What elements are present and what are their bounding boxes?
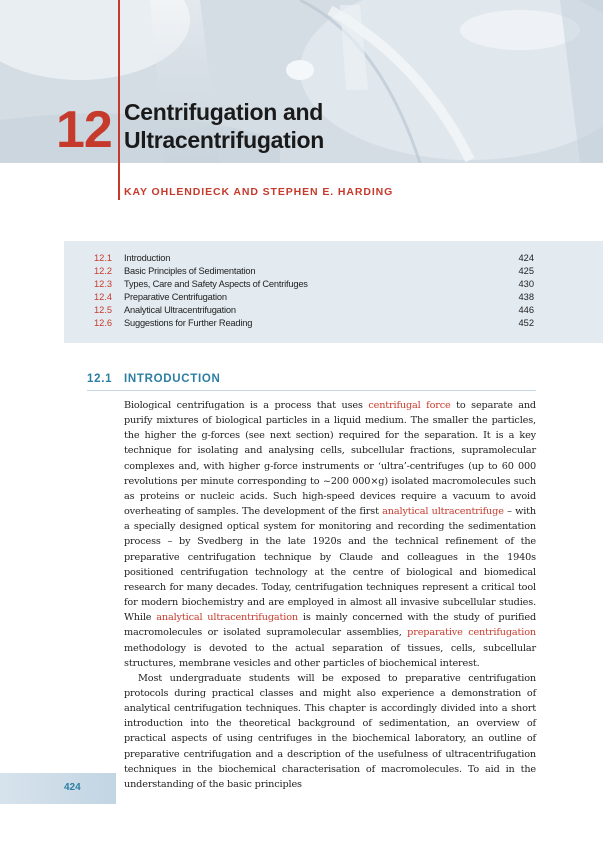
key-term[interactable]: centrifugal force	[368, 400, 451, 411]
section-title: INTRODUCTION	[124, 373, 221, 385]
toc-row[interactable]	[64, 291, 603, 304]
toc-row[interactable]	[64, 304, 603, 317]
toc-number: 12.5	[94, 305, 113, 315]
toc-row[interactable]	[64, 317, 603, 330]
key-term[interactable]: analytical ultracentrifugation	[156, 612, 298, 624]
toc-number: 12.3	[94, 279, 113, 289]
chapter-number: 12	[56, 101, 112, 159]
table-of-contents	[64, 241, 603, 343]
toc-page: 424	[518, 253, 534, 263]
toc-number: 12.2	[94, 266, 113, 276]
toc-row[interactable]	[64, 252, 603, 265]
page-number-tab	[0, 773, 116, 804]
toc-page: 425	[518, 266, 534, 276]
key-term[interactable]: analytical ultracentrifuge	[382, 506, 504, 518]
text-run: methodology is devoted to the actual separation of tissues, cells, subcellular structures, membrane vesicles and other particles of biochemical interest.	[124, 642, 536, 669]
toc-page: 438	[518, 292, 534, 302]
body-text	[124, 398, 536, 792]
text-run: is mainly concerned with the study of purified macromolecules or isolated supramolecular assemblies,	[124, 612, 536, 639]
text-run: – with a specially designed optical system for monitoring and recording the sedimentation process – by Svedberg in the late 1920s and the technical refinement of the preparative centrifugation technique by Claude and colleagues in the 1940s positioned centrifugation technology at the centre of biological and biomedical research for many decades. Today, centrifugation techniques represent a critical tool for modern biochemistry and are employed in almost all invasive subcellular studies. While	[124, 506, 536, 624]
text-run: Biological centrifugation is a process that uses	[124, 400, 369, 411]
toc-page: 430	[518, 279, 534, 289]
page-number: 424	[64, 782, 81, 793]
section-number: 12.1	[87, 373, 113, 385]
toc-row[interactable]	[64, 265, 603, 278]
toc-label: Suggestions for Further Reading	[124, 318, 253, 328]
toc-row[interactable]	[64, 278, 603, 291]
toc-label: Preparative Centrifugation	[124, 292, 227, 302]
toc-label: Types, Care and Safety Aspects of Centrifuges	[124, 279, 308, 289]
toc-number: 12.6	[94, 318, 113, 328]
paragraph	[124, 398, 536, 671]
toc-page: 452	[518, 318, 534, 328]
chapter-authors: KAY OHLENDIECK AND STEPHEN E. HARDING	[124, 186, 394, 198]
toc-label: Introduction	[124, 253, 171, 263]
key-term[interactable]: preparative centrifugation	[407, 627, 536, 639]
toc-label: Analytical Ultracentrifugation	[124, 305, 236, 315]
chapter-title: Centrifugation and Ultracentrifugation	[124, 99, 325, 153]
toc-number: 12.1	[94, 253, 113, 263]
toc-number: 12.4	[94, 292, 113, 302]
section-heading	[87, 373, 536, 391]
toc-page: 446	[518, 305, 534, 315]
toc-label: Basic Principles of Sedimentation	[124, 266, 256, 276]
paragraph: Most undergraduate students will be exposed to preparative centrifugation protocols during practical classes and might also experience a demonstration of analytical centrifugation techniques. This chapter is accordingly divided into a short introduction into the theoretical background of sedimentation, an overview of practical aspects of using centrifuges in the biochemical laboratory, an outline of preparative centrifugation and a description of the usefulness of ultracentrifugation techniques in the biochemical characterisation of macromolecules. To aid in the understanding of the basic principles	[124, 672, 536, 790]
text-run: to separate and purify mixtures of biological particles in a liquid medium. The smaller the particles, the higher the g-forces (see next section) required for the separation. It is a key technique for isolating and analysing cells, subcellular fractions, supramolecular complexes and, with higher g-force instruments or ‘ultra’-centrifuges (up to 60 000 revolutions per minute corresponding to ~200 000×g) isolated macromolecules such as proteins or nucleic acids. Such high-speed devices require a vacuum to avoid overheating of samples. The development of the first	[124, 400, 536, 518]
chapter-rule	[118, 0, 120, 200]
